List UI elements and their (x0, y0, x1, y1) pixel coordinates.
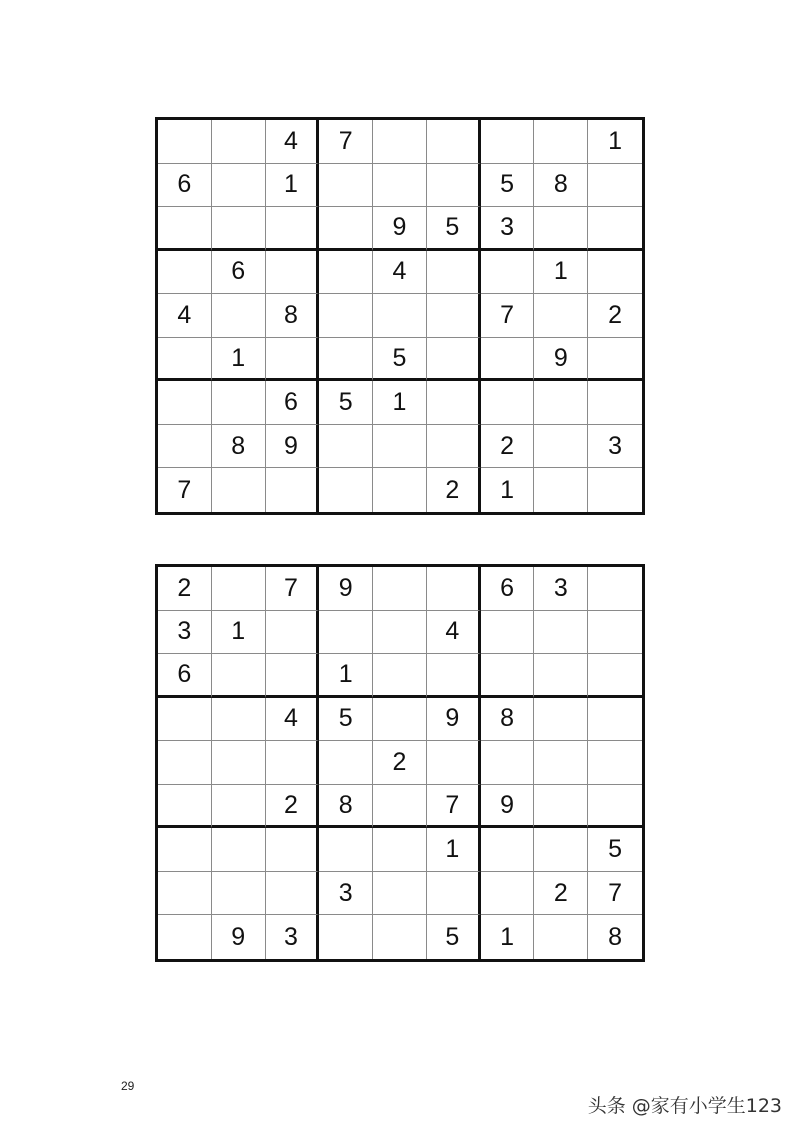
sudoku-cell: 6 (481, 567, 535, 611)
sudoku-cell (266, 611, 320, 655)
sudoku-cell: 6 (158, 654, 212, 698)
sudoku-cell: 9 (319, 567, 373, 611)
sudoku-cell (427, 654, 481, 698)
sudoku-cell (481, 872, 535, 916)
sudoku-cell (588, 741, 642, 785)
sudoku-cell: 4 (158, 294, 212, 338)
sudoku-cell (534, 381, 588, 425)
sudoku-cell (212, 698, 266, 742)
sudoku-cell: 4 (266, 698, 320, 742)
sudoku-cell: 2 (481, 425, 535, 469)
sudoku-cell (319, 164, 373, 208)
sudoku-cell: 3 (588, 425, 642, 469)
sudoku-cell (427, 120, 481, 164)
sudoku-cell (212, 872, 266, 916)
sudoku-cell (373, 425, 427, 469)
sudoku-cell (373, 611, 427, 655)
sudoku-cell: 7 (158, 468, 212, 512)
sudoku-cell: 4 (266, 120, 320, 164)
sudoku-cell (534, 741, 588, 785)
sudoku-cell (319, 915, 373, 959)
sudoku-cell (534, 425, 588, 469)
sudoku-cell (534, 120, 588, 164)
sudoku-cell (427, 381, 481, 425)
sudoku-cell: 6 (158, 164, 212, 208)
sudoku-cell (481, 611, 535, 655)
sudoku-cell (427, 741, 481, 785)
sudoku-cell (319, 207, 373, 251)
page-number: 29 (121, 1079, 135, 1093)
sudoku-cell (266, 338, 320, 382)
sudoku-cell (534, 468, 588, 512)
sudoku-cell (427, 872, 481, 916)
sudoku-cell (481, 381, 535, 425)
sudoku-cell: 5 (588, 828, 642, 872)
sudoku-cell (427, 338, 481, 382)
sudoku-cell (534, 207, 588, 251)
sudoku-cell: 8 (481, 698, 535, 742)
sudoku-cell: 1 (266, 164, 320, 208)
sudoku-cell: 1 (373, 381, 427, 425)
sudoku-cell (212, 381, 266, 425)
sudoku-cell: 1 (212, 611, 266, 655)
sudoku-cell (212, 120, 266, 164)
sudoku-cell: 5 (373, 338, 427, 382)
sudoku-cell (319, 468, 373, 512)
sudoku-cell (319, 251, 373, 295)
sudoku-cell (588, 654, 642, 698)
sudoku-cell: 2 (158, 567, 212, 611)
sudoku-cell (319, 828, 373, 872)
sudoku-cell (534, 828, 588, 872)
sudoku-cell: 2 (266, 785, 320, 829)
sudoku-cell: 1 (481, 468, 535, 512)
sudoku-cell: 6 (212, 251, 266, 295)
sudoku-cell: 4 (427, 611, 481, 655)
sudoku-cell: 8 (608, 922, 623, 951)
sudoku-cell (588, 611, 642, 655)
sudoku-cell: 7 (266, 567, 320, 611)
sudoku-cell: 7 (427, 785, 481, 829)
sudoku-cell (588, 468, 642, 512)
sudoku-cell: 1 (319, 654, 373, 698)
sudoku-cell (158, 120, 212, 164)
sudoku-cell (158, 785, 212, 829)
sudoku-cell (158, 828, 212, 872)
sudoku-cell (373, 872, 427, 916)
sudoku-cell: 2 (427, 468, 481, 512)
sudoku-cell: 9 (212, 915, 266, 959)
sudoku-cell: 8 (534, 164, 588, 208)
sudoku-cell: 8 (212, 425, 266, 469)
sudoku-cell: 9 (373, 207, 427, 251)
sudoku-cell (319, 741, 373, 785)
sudoku-cell (212, 741, 266, 785)
sudoku-cell: 9 (481, 785, 535, 829)
sudoku-cell: 9 (534, 338, 588, 382)
sudoku-cell (212, 567, 266, 611)
sudoku-cell: 5 (427, 207, 481, 251)
sudoku-cell (534, 294, 588, 338)
sudoku-cell (588, 164, 642, 208)
sudoku-cell: 5 (319, 698, 373, 742)
sudoku-cell: 3 (319, 872, 373, 916)
sudoku-cell (212, 828, 266, 872)
sudoku-cell (534, 654, 588, 698)
sudoku-cell: 7 (319, 120, 373, 164)
sudoku-cell (534, 915, 588, 959)
watermark: 头条 @家有小学生123 (587, 1095, 782, 1117)
sudoku-cell (588, 785, 642, 829)
sudoku-cell (158, 698, 212, 742)
sudoku-cell: 5 (427, 915, 481, 959)
sudoku-cell (158, 915, 212, 959)
sudoku-cell (481, 654, 535, 698)
sudoku-cell (588, 207, 642, 251)
sudoku-cell (212, 294, 266, 338)
sudoku-cell (158, 872, 212, 916)
sudoku-cell (427, 567, 481, 611)
sudoku-cell (427, 164, 481, 208)
sudoku-cell: 9 (266, 425, 320, 469)
sudoku-cell (212, 164, 266, 208)
sudoku-cell (212, 654, 266, 698)
sudoku-cell (158, 381, 212, 425)
sudoku-cell (266, 872, 320, 916)
sudoku-cell: 3 (534, 567, 588, 611)
sudoku-cell: 9 (427, 698, 481, 742)
sudoku-cell (212, 785, 266, 829)
sudoku-cell (373, 828, 427, 872)
sudoku-cell: 2 (588, 294, 642, 338)
sudoku-cell (319, 338, 373, 382)
sudoku-cell: 3 (481, 207, 535, 251)
sudoku-cell (266, 251, 320, 295)
sudoku-cell: 7 (588, 872, 642, 916)
sudoku-cell: 2 (534, 872, 588, 916)
sudoku-cell: 1 (212, 338, 266, 382)
sudoku-grid-2 (155, 564, 645, 962)
sudoku-cell: 3 (158, 611, 212, 655)
sudoku-cell (534, 785, 588, 829)
sudoku-cell (588, 251, 642, 295)
sudoku-cell (373, 698, 427, 742)
sudoku-cell (481, 251, 535, 295)
sudoku-cell: 3 (266, 915, 320, 959)
sudoku-cell (158, 207, 212, 251)
sudoku-cell (588, 698, 642, 742)
sudoku-cell (427, 425, 481, 469)
sudoku-cell (158, 338, 212, 382)
sudoku-cell (373, 567, 427, 611)
sudoku-cell: 7 (481, 294, 535, 338)
sudoku-cell (534, 698, 588, 742)
sudoku-cell (481, 120, 535, 164)
sudoku-cell: 8 (319, 785, 373, 829)
sudoku-cell (266, 654, 320, 698)
sudoku-grid-1 (155, 117, 645, 515)
sudoku-cell (373, 654, 427, 698)
sudoku-cell (427, 294, 481, 338)
sudoku-cell: 5 (481, 164, 535, 208)
sudoku-cell (212, 468, 266, 512)
sudoku-cell (158, 425, 212, 469)
sudoku-cell: 4 (373, 251, 427, 295)
sudoku-cell: 1 (534, 251, 588, 295)
sudoku-cell (373, 468, 427, 512)
sudoku-cell (266, 741, 320, 785)
sudoku-cell: 5 (319, 381, 373, 425)
sudoku-cell (373, 915, 427, 959)
sudoku-cell (427, 251, 481, 295)
sudoku-cell: 8 (266, 294, 320, 338)
sudoku-cell (373, 164, 427, 208)
sudoku-cell: 1 (481, 915, 535, 959)
sudoku-cell: 2 (373, 741, 427, 785)
sudoku-cell: 1 (427, 828, 481, 872)
sudoku-cell (319, 611, 373, 655)
sudoku-cell (158, 741, 212, 785)
sudoku-cell (588, 567, 642, 611)
sudoku-cell (588, 338, 642, 382)
sudoku-cell (319, 425, 373, 469)
sudoku-cell (481, 828, 535, 872)
sudoku-cell (373, 785, 427, 829)
sudoku-cell (266, 468, 320, 512)
sudoku-cell (212, 207, 266, 251)
sudoku-cell (158, 251, 212, 295)
sudoku-cell: 6 (266, 381, 320, 425)
sudoku-cell (481, 741, 535, 785)
sudoku-cell: 1 (588, 120, 642, 164)
sudoku-cell (481, 338, 535, 382)
sudoku-cell (588, 381, 642, 425)
sudoku-cell (319, 294, 373, 338)
sudoku-cell (373, 294, 427, 338)
sudoku-cell (266, 828, 320, 872)
sudoku-cell (534, 611, 588, 655)
sudoku-cell (373, 120, 427, 164)
sudoku-cell (266, 207, 320, 251)
